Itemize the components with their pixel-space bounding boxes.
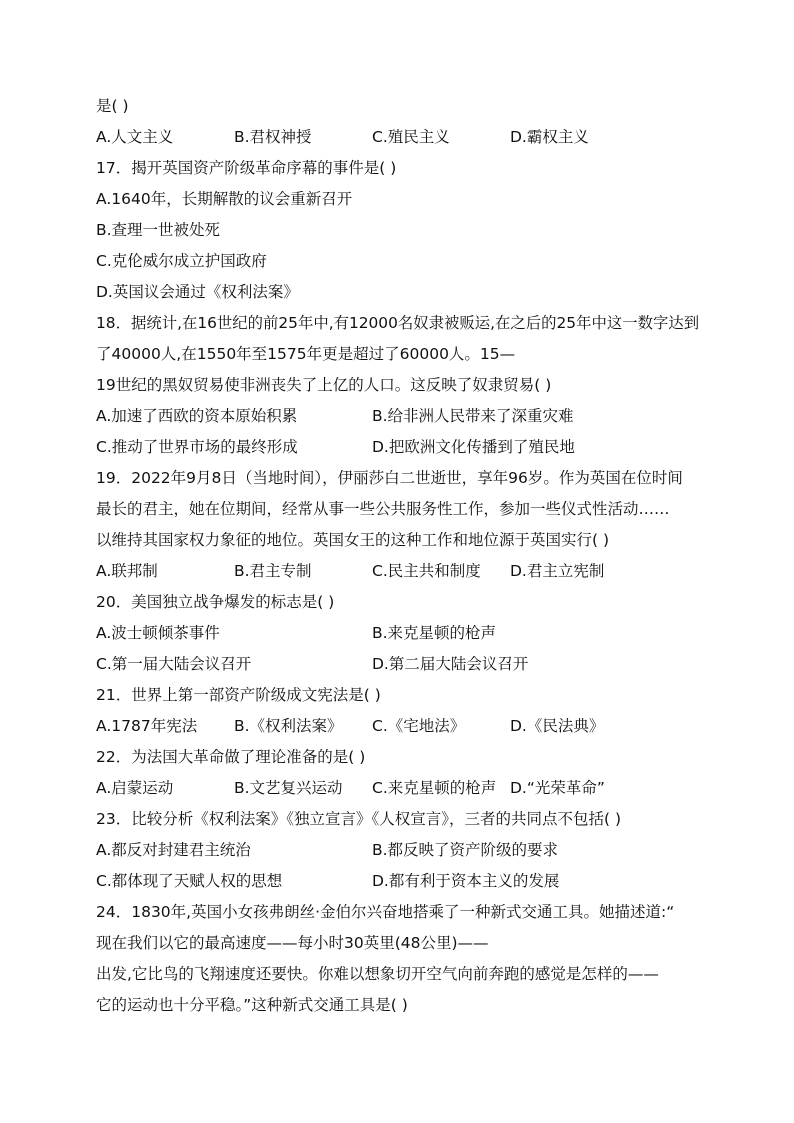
- q19-option-d: D.君主立宪制: [510, 562, 605, 580]
- question-19-line-2: 最长的君主，她在位期间，经常从事一些公共服务性工作，参加一些仪式性活动……: [96, 500, 670, 518]
- question-23: 23．比较分析《权利法案》《独立宣言》《人权宣言》，三者的共同点不包括( ): [96, 810, 621, 828]
- question-18-line-3: 19世纪的黑奴贸易使非洲丧失了上亿的人口。这反映了奴隶贸易( ): [96, 376, 552, 394]
- question-16-tail: 是( ): [96, 97, 129, 115]
- q21-option-b: B.《权利法案》: [234, 717, 343, 735]
- q22-option-d: D.“光荣革命”: [510, 779, 605, 797]
- question-19-line-1: 19．2022年9月8日（当地时间），伊丽莎白二世逝世，享年96岁。作为英国在位时间: [96, 469, 683, 487]
- q23-option-b: B.都反映了资产阶级的要求: [372, 841, 559, 859]
- q20-option-a: A.波士顿倾茶事件: [96, 624, 220, 642]
- question-18-line-1: 18．据统计,在16世纪的前25年中,有12000名奴隶被贩运,在之后的25年中这一数字达到: [96, 314, 700, 332]
- question-24-line-4: 它的运动也十分平稳。”这种新式交通工具是( ): [96, 996, 408, 1014]
- question-17: 17．揭开英国资产阶级革命序幕的事件是( ): [96, 159, 397, 177]
- question-18-line-2: 了40000人,在1550年至1575年更是超过了60000人。15—: [96, 345, 516, 363]
- q18-option-d: D.把欧洲文化传播到了殖民地: [372, 438, 575, 456]
- q20-option-c: C.第一届大陆会议召开: [96, 655, 252, 673]
- question-24-line-3: 出发,它比鸟的飞翔速度还要快。你难以想象切开空气向前奔跑的感觉是怎样的——: [96, 965, 659, 983]
- q19-option-a: A.联邦制: [96, 562, 158, 580]
- q20-option-d: D.第二届大陆会议召开: [372, 655, 529, 673]
- q17-option-d: D.英国议会通过《权利法案》: [96, 283, 299, 301]
- q23-option-c: C.都体现了天赋人权的思想: [96, 872, 283, 890]
- q20-option-b: B.来克星顿的枪声: [372, 624, 497, 642]
- q18-option-a: A.加速了西欧的资本原始积累: [96, 407, 298, 425]
- q16-option-d: D.霸权主义: [510, 128, 589, 146]
- q19-option-b: B.君主专制: [234, 562, 312, 580]
- q18-option-b: B.给非洲人民带来了深重灾难: [372, 407, 574, 425]
- q17-option-b: B.查理一世被处死: [96, 221, 221, 239]
- q17-option-a: A.1640年，长期解散的议会重新召开: [96, 190, 353, 208]
- q23-option-a: A.都反对封建君主统治: [96, 841, 251, 859]
- q16-option-a: A.人文主义: [96, 128, 174, 146]
- q23-option-d: D.都有利于资本主义的发展: [372, 872, 560, 890]
- question-19-line-3: 以维持其国家权力象征的地位。英国女王的这种工作和地位源于英国实行( ): [96, 531, 610, 549]
- q21-option-a: A.1787年宪法: [96, 717, 198, 735]
- question-21: 21．世界上第一部资产阶级成文宪法是( ): [96, 686, 381, 704]
- q22-option-b: B.文艺复兴运动: [234, 779, 343, 797]
- q22-option-a: A.启蒙运动: [96, 779, 174, 797]
- question-20: 20．美国独立战争爆发的标志是( ): [96, 593, 335, 611]
- q19-option-c: C.民主共和制度: [372, 562, 481, 580]
- question-24-line-2: 现在我们以它的最高速度——每小时30英里(48公里)——: [96, 934, 489, 952]
- q22-option-c: C.来克星顿的枪声: [372, 779, 497, 797]
- q16-option-c: C.殖民主义: [372, 128, 450, 146]
- q21-option-c: C.《宅地法》: [372, 717, 466, 735]
- q16-option-b: B.君权神授: [234, 128, 312, 146]
- q18-option-c: C.推动了世界市场的最终形成: [96, 438, 298, 456]
- question-22: 22．为法国大革命做了理论准备的是( ): [96, 748, 366, 766]
- q17-option-c: C.克伦威尔成立护国政府: [96, 252, 267, 270]
- question-24-line-1: 24．1830年,英国小女孩弗朗丝·金伯尔兴奋地搭乘了一种新式交通工具。她描述道:“: [96, 903, 675, 921]
- q21-option-d: D.《民法典》: [510, 717, 605, 735]
